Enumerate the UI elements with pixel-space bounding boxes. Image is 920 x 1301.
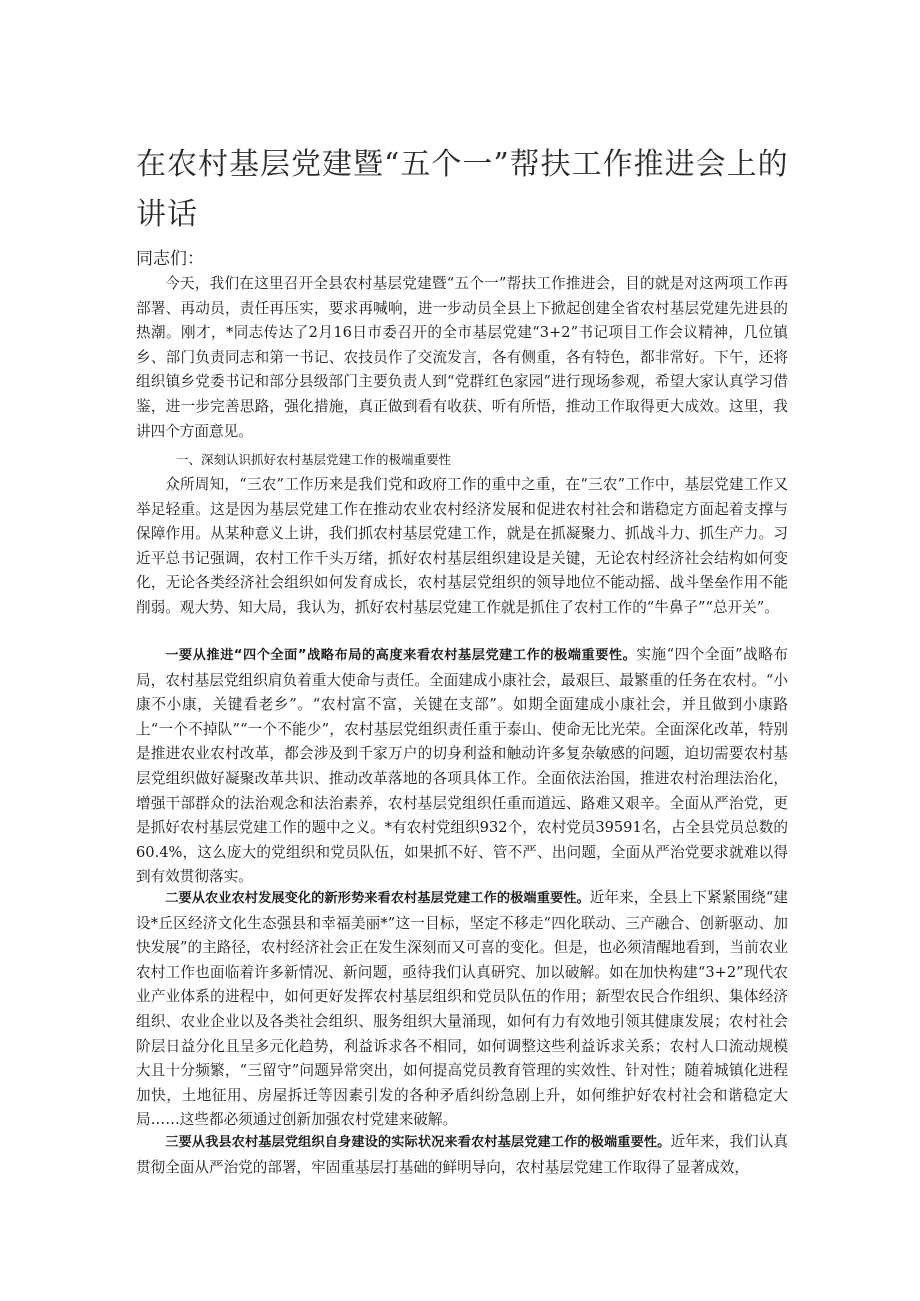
- point-two-lead: 二要从农业农村发展变化的新形势来看农村基层党建工作的极端重要性。: [165, 891, 590, 906]
- salutation: 同志们：: [136, 249, 204, 269]
- point-two-paragraph: [136, 886, 788, 1133]
- point-one-lead: 一要从推进“四个全面”战略布局的高度来看农村基层党建工作的极端重要性。: [165, 648, 637, 663]
- section-paragraph: 众所周知，“三农”工作历来是我们党和政府工作的重中之重，在“三农”工作中，基层党建工作又举足轻重。这是因为基层党建工作在推动农业农村经济发展和促进农村社会和谐稳定方面起着支撑与保障作用。从某种意义上讲，我们抓农村基层党建工作，就是在抓凝聚力、抓战斗力、抓生产力。习近平总书记强调，农村工作千头万绪，抓好农村基层组织建设是关键，无论农村经济社会结构如何变化，无论各类经济社会组织如何发育成长，农村基层党组织的领导地位不能动摇、战斗堡垒作用不能削弱。观大势、知大局，我认为，抓好农村基层党建工作就是抓住了农村工作的“牛鼻子”“总开关”。: [136, 476, 788, 616]
- document-title: 在农村基层党建暨“五个一”帮扶工作推进会上的讲话: [136, 147, 789, 232]
- point-three-paragraph: [136, 1130, 788, 1180]
- point-two-body: 近年来，全县上下紧紧围绕“建设*丘区经济文化生态强县和幸福美丽*”这一目标，坚定不移走“四化联动、三产融合、创新驱动、加快发展”的主路径，农村经济社会正在发生深刻而又可喜的变化。但是，也必须清醒地看到，当前农业农村工作也面临着许多新情况、新问题，亟待我们认真研究、加以破解。如在加快构建“3+2”现代农业产业体系的进程中，如何更好发挥农村基层组织和党员队伍的作用；新型农民合作组织、集体经济组织、农业企业以及各类社会组织、服务组织大量涌现，如何有力有效地引领其健康发展；农村社会阶层日益分化且呈多元化趋势，利益诉求各不相同，如何调整这些利益诉求关系；农村人口流动规模大且十分频繁，“三留守”问题异常突出，如何提高党员教育管理的实效性、针对性；随着城镇化进程加快，土地征用、房屋拆迁等因素引发的各种矛盾纠纷急剧上升，如何维护好农村社会和谐稳定大局……这些都必须通过创新加强农村党建来破解。: [136, 889, 788, 1129]
- section-heading: 一、深刻认识抓好农村基层党建工作的极端重要性: [176, 452, 452, 467]
- point-three-body: 近年来，我们认真贯彻全面从严治党的部署，牢固重基层打基础的鲜明导向，农村基层党建工作取得了显著成效，: [136, 1133, 788, 1176]
- point-one-paragraph: [136, 643, 788, 890]
- point-three-lead: 三要从我县农村基层党组织自身建设的实际状况来看农村基层党建工作的极端重要性。: [165, 1135, 671, 1150]
- point-one-body: 实施“四个全面”战略布局，农村基层党组织肩负着重大使命与责任。全面建成小康社会，最艰巨、最繁重的任务在农村。“小康不小康，关键看老乡”。“农村富不富，关键在支部”。如期全面建成小康社会，并且做到小康路上“一个不掉队”“一个不能少”，农村基层党组织责任重于泰山、使命无比光荣。全面深化改革，特别是推进农业农村改革，都会涉及到千家万户的切身利益和触动许多复杂敏感的问题，迫切需要农村基层党组织做好凝聚改革共识、推动改革落地的各项具体工作。全面依法治国，推进农村治理法治化，增强干部群众的法治观念和法治素养，农村基层党组织任重而道远、路难又艰辛。全面从严治党，更是抓好农村基层党建工作的题中之义。*有农村党组织932个，农村党员39591名，占全县党员总数的60.4%，这么庞大的党组织和党员队伍，如果抓不好、管不严、出问题，全面从严治党要求就难以得到有效贯彻落实。: [136, 646, 788, 886]
- intro-paragraph: 今天，我们在这里召开全县农村基层党建暨“五个一”帮扶工作推进会，目的就是对这两项工作再部署、再动员，责任再压实，要求再喊响，进一步动员全县上下掀起创建全省农村基层党建先进县的热潮。刚才，*同志传达了2月16日市委召开的全市基层党建“3+2”书记项目工作会议精神，几位镇乡、部门负责同志和第一书记、农技员作了交流发言，各有侧重，各有特色，都非常好。下午，还将组织镇乡党委书记和部分县级部门主要负责人到“党群红色家园”进行现场参观，希望大家认真学习借鉴，进一步完善思路，强化措施，真正做到看有收获、听有所悟，推动工作取得更大成效。这里，我讲四个方面意见。: [136, 275, 788, 440]
